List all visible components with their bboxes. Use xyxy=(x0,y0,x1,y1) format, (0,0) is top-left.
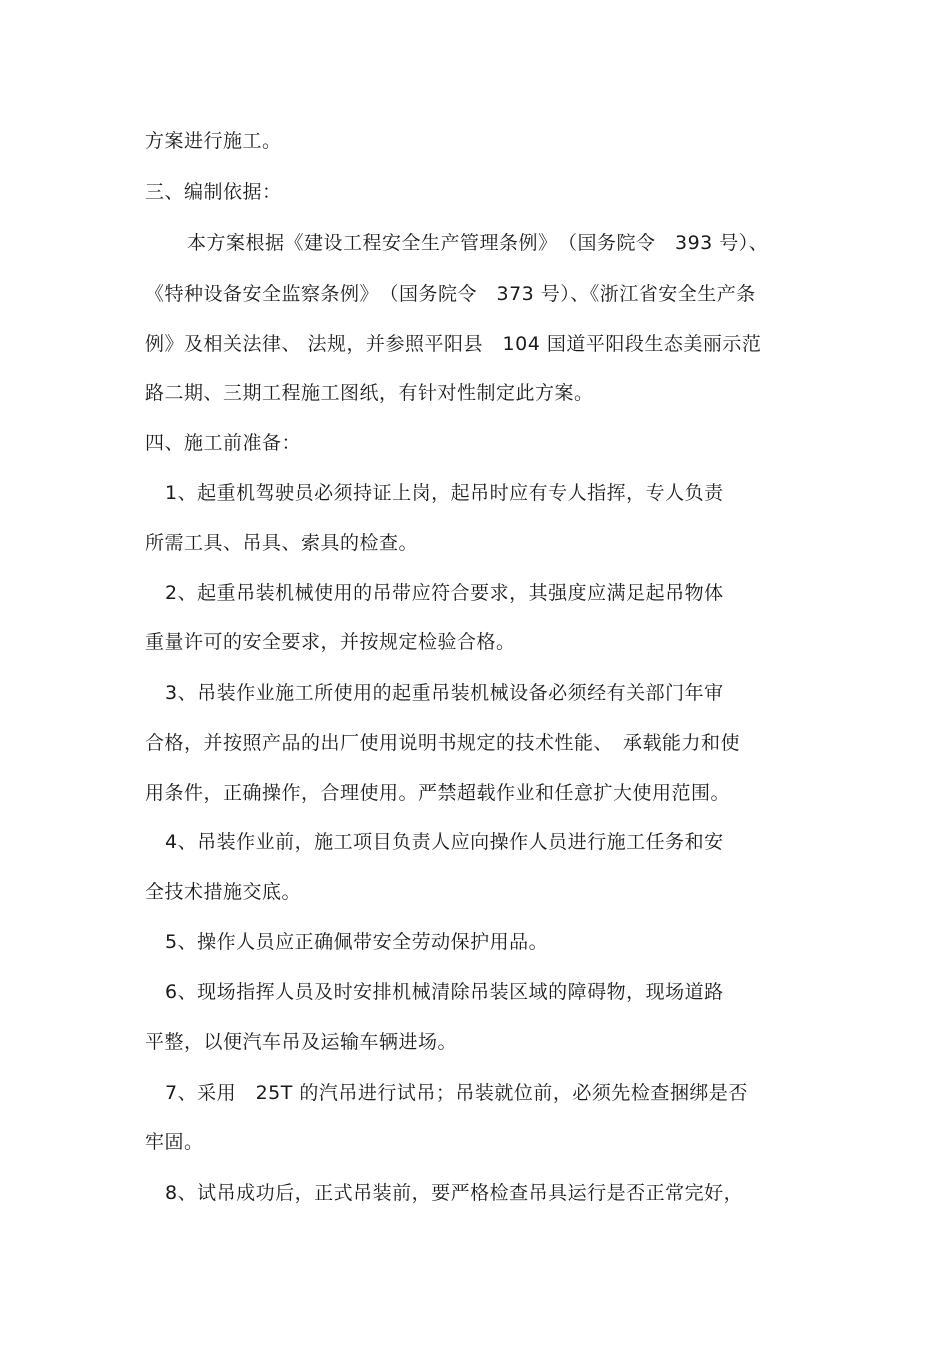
section-heading: 三、编制依据： xyxy=(145,181,282,203)
list-item-text: 1、起重机驾驶员必须持证上岗，起吊时应有专人指挥，专人负责 xyxy=(165,482,724,504)
list-item-text: 5、操作人员应正确佩带安全劳动保护用品。 xyxy=(165,931,549,953)
list-item-text: 牢固。 xyxy=(145,1131,204,1153)
list-item-text: 4、吊装作业前，施工项目负责人应向操作人员进行施工任务和安 xyxy=(165,831,724,853)
list-item-text: 重量许可的安全要求，并按规定检验合格。 xyxy=(145,631,516,653)
list-item-text: 平整，以便汽车吊及运输车辆进场。 xyxy=(145,1031,458,1053)
list-item-text: 7、采用 25T 的汽吊进行试吊；吊装就位前，必须先检查捆绑是否 xyxy=(165,1082,748,1104)
body-text-line: 方案进行施工。 xyxy=(145,130,282,152)
list-item-text: 8、试吊成功后，正式吊装前，要严格检查吊具运行是否正常完好， xyxy=(165,1182,744,1204)
section-heading: 四、施工前准备： xyxy=(145,432,302,454)
body-text-line: 路二期、三期工程施工图纸，有针对性制定此方案。 xyxy=(145,382,594,404)
body-text-line: 例》及相关法律、 法规，并参照平阳县 104 国道平阳段生态美丽示范 xyxy=(145,333,762,355)
body-text-line: 本方案根据《建设工程安全生产管理条例》 （国务院令 393 号）、 xyxy=(187,232,769,254)
list-item-text: 合格，并按照产品的出厂使用说明书规定的技术性能、 承载能力和使 xyxy=(145,732,741,754)
list-item-text: 2、起重吊装机械使用的吊带应符合要求，其强度应满足起吊物体 xyxy=(165,582,724,604)
list-item-text: 6、现场指挥人员及时安排机械清除吊装区域的障碍物，现场道路 xyxy=(165,981,724,1003)
list-item-text: 所需工具、吊具、索具的检查。 xyxy=(145,532,419,554)
list-item-text: 全技术措施交底。 xyxy=(145,881,302,903)
list-item-text: 用条件，正确操作，合理使用。严禁超载作业和任意扩大使用范围。 xyxy=(145,782,731,804)
list-item-text: 3、吊装作业施工所使用的起重吊装机械设备必须经有关部门年审 xyxy=(165,682,724,704)
body-text-line: 《特种设备安全监察条例》 （国务院令 373 号）、《浙江省安全生产条 xyxy=(145,283,756,305)
